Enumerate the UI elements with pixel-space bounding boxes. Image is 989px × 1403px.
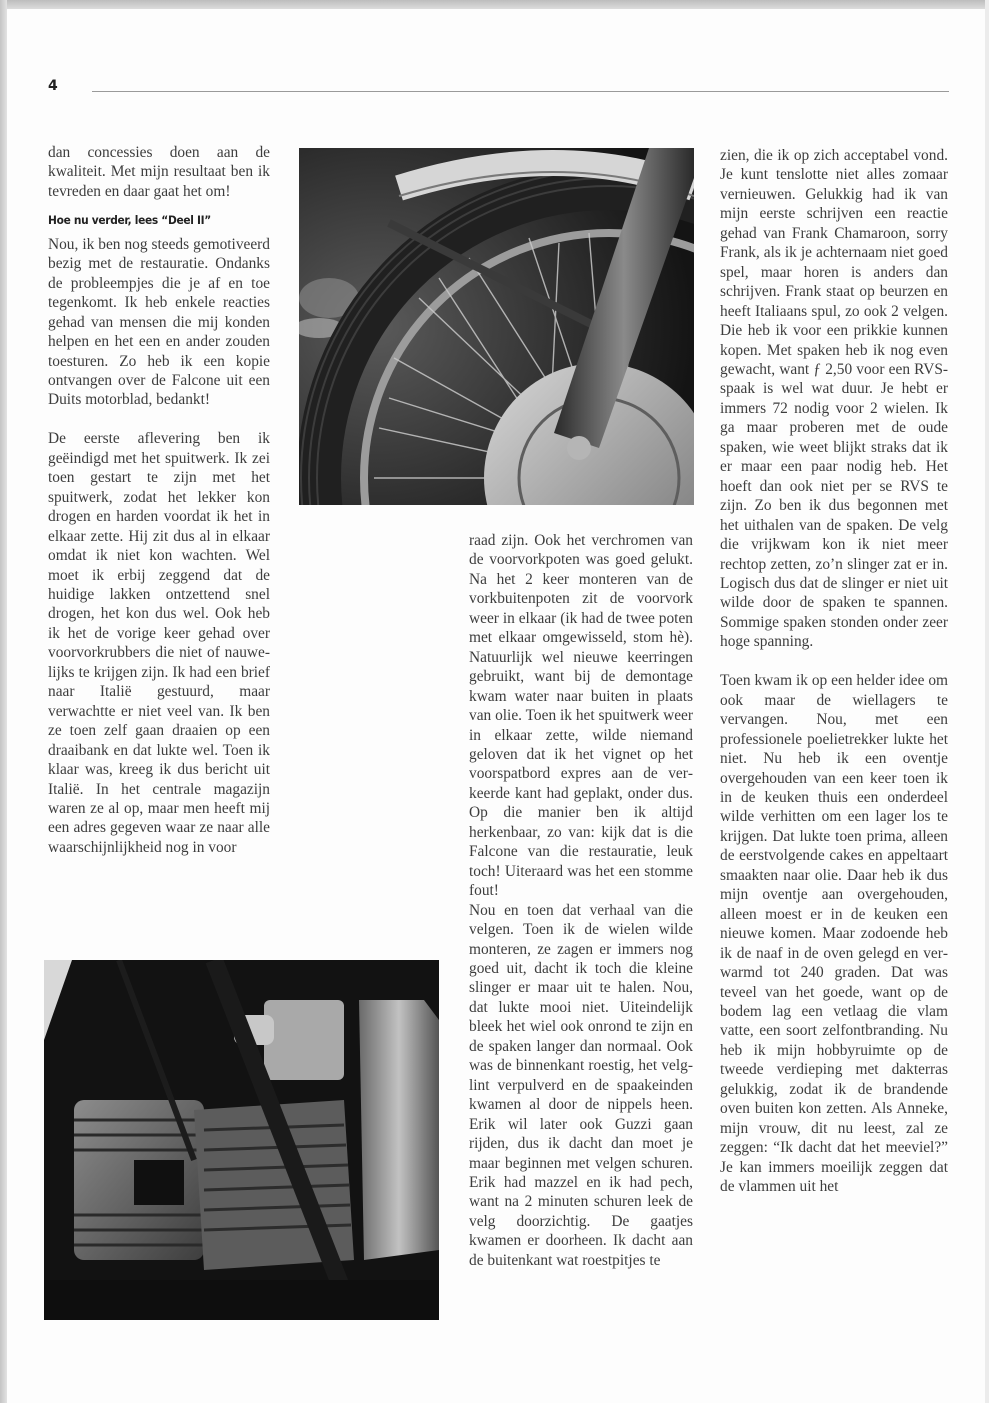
header-rule <box>92 91 949 92</box>
section-subheading: Hoe nu verder, lees “Deel II” <box>48 213 211 228</box>
scan-border-left <box>0 0 7 1403</box>
photo-engine <box>44 960 439 1320</box>
paragraph-spacer <box>48 410 270 430</box>
paragraph: raad zijn. Ook het verchromen van de voorvorkpoten was goed gelukt. Na het 2 keer monteren van de vorkbuitenpoten zit de voorvork weer in elkaar (ik had de twee poten met elkaar omgewisseld, stom hè). Natuurlijk wel nieuwe keerringen gebruikt, want bij de demontage kwam water naar buiten in plaats van olie. Toen ik het spuitwerk weer in elkaar zette, wilde niemand geloven dat ik het vignet op het voorspatbord expres aan de verkeerde kant had geplakt, onder dus. Op die manier ben ik altijd herkenbaar, zo van: kijk dat is die Falcone van die restauratie, leuk toch! Uiteraard was het een stomme fout! <box>469 532 693 900</box>
paragraph: dan concessies doen aan de kwaliteit. Met mijn resultaat ben ik tevreden en daar gaat het om! <box>48 144 270 200</box>
paragraph: Nou, ik ben nog steeds gemotiveerd bezig met de restauratie. Ondanks de probleempjes die je af en toe tegenkomt. Ik heb enkele reacties gehad van mensen die mij konden helpen en het een en ander zouden toesturen. Zo heb ik een kopie ontvangen over de Falcone uit een Duits motorblad, bedankt! <box>48 235 270 409</box>
text-column-3 <box>720 146 948 1197</box>
paragraph: De eerste aflevering ben ik geëindigd met het spuitwerk. Ik zei toen gestart te zijn met het spuitwerk, zodat het lekker kon drogen en harden voordat ik het in elkaar zette. Hij zit dus al in elkaar omdat ik niet kon wachten. Wel moet ik erbij zeggend dat de huidige lakken ontzettend snel drogen, het kon dus wel. Ook heb ik het de vorige keer gehad over voorvorkrubbers die niet of nauwelijks te krijgen zijn. Ik had een brief naar Italië gestuurd, maar verwachtte er niet veel van. Ik ben ze toen zelf gaan draaien op een draaibank en dat lukte wel. Toen ik klaar was, kreeg ik dus bericht uit Italië. In het centrale magazijn waren ze al op, maar men heeft mij een adres gegeven waar ze naar alle waarschijnlijkheid nog in voor <box>48 430 270 856</box>
text-column-2 <box>469 531 693 1270</box>
page-number: 4 <box>48 78 58 94</box>
paragraph: zien, die ik op zich acceptabel vond. Je kunt tenslotte niet alles zomaar vernieuwen. Gelukkig had ik van mijn eerste schrijven een reactie gehad van Frank Chamaroon, sorry Frank, als ik je achternaam niet goed spel, maar horen is anders dan schrijven. Frank staat op beurzen en heeft Italiaans spul, zo ook 2 velgen. Die heb ik voor een prikkie kunnen kopen. Met spaken heb ik nog even gewacht, want ƒ 2,50 voor een RVS-spaak is wel wat duur. Je hebt er immers 72 nodig voor 2 wielen. Ik ga maar proberen met de oude spaken, wie weet blijkt straks dat ik er maar een paar nodig heb. Het hoeft dan ook niet per se RVS te zijn. Zo ben ik dus begonnen met het uithalen van de spaken. De velg die vrijkwam kon ik niet meer rechtop zetten, zo’n slinger zat er in. Logisch dus dat de slinger er niet uit wilde door de spaken te spannen. Sommige spaken stonden onder zeer hoge spanning. <box>720 147 948 651</box>
wheel-photo-illustration <box>299 148 694 505</box>
photo-front-wheel <box>299 148 694 505</box>
paragraph-spacer <box>720 652 948 672</box>
paragraph: Toen kwam ik op een helder idee om ook maar de wiellagers te vervangen. Nou, met een professionele poelietrekker lukte het niet. Nu heb ik een oventje overgehouden van een keer toen ik in de keuken thuis een onderdeel wilde verhitten om een lager los te krijgen. Dat lukte toen prima, alleen de eerstvolgende cakes en appeltaart smaakten naar olie. Daar heb ik dus mijn oventje aan overgehouden, alleen moest er in de keuken een nieuwe komen. Maar zodoende heb ik de naaf in de oven gelegd en verwarmd tot 240 graden. Dat was teveel van het goede, want op de bodem lag een vetlaag die vlam vatte, een soort zelfontbranding. Nu heb ik mijn hobbyruimte op de tweede verdieping met dakterras gelukkig, zodat ik de brandende oven buiten kon zetten. Als Anneke, mijn vrouw, dit nu leest, zal ze zeggen: “Ik dacht dat het meeviel?” Je kan immers moeilijk zeggen dat de vlammen uit het <box>720 672 948 1196</box>
scan-border-right <box>985 0 989 1403</box>
engine-photo-illustration <box>44 960 439 1320</box>
paragraph: Nou en toen dat verhaal van die velgen. Toen ik de wielen wilde monteren, ze zagen er immers nog goed uit, dacht ik toch die kleine slinger er maar uit te halen. Nou, dat lukte mooi niet. Uiteindelijk bleek het wiel ook onrond te zijn en de spaken langer dan normaal. Ook was de binnenkant roestig, het velglint verpulverd en de spaakeinden kwamen al door de nippels heen. Erik wil later ook Guzzi gaan rijden, dus ik dacht dan moet je maar beginnen met velgen schuren. Erik had mazzel en ik had pech, want na 2 minuten schuren leek de velg doorzichtig. De gaatjes kwamen er doorheen. Ik dacht aan de buitenkant wat roestpitjes te <box>469 901 693 1269</box>
text-column-1 <box>48 143 270 857</box>
scan-border-top <box>0 0 989 9</box>
